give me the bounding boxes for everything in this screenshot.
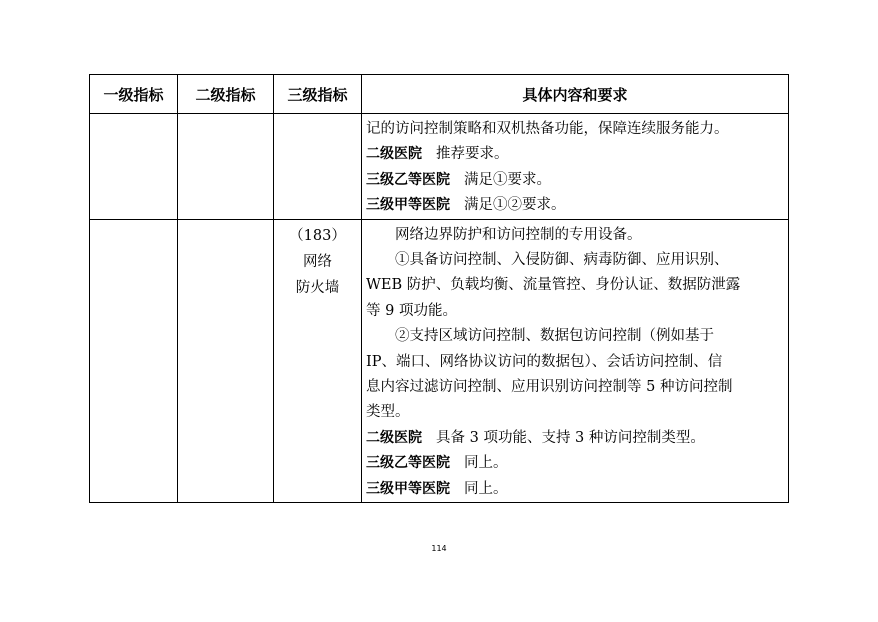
indicator-name-line1: 网络 — [303, 253, 332, 270]
header-level1: 一级指标 — [90, 75, 178, 114]
requirement-text: 推荐要求。 — [436, 146, 509, 163]
content-line: ②支持区域访问控制、数据包访问控制（例如基于 — [395, 328, 714, 345]
page-number: 114 — [431, 544, 447, 553]
content-line: 记的访问控制策略和双机热备功能，保障连续服务能力。 — [366, 121, 729, 137]
requirement-line — [366, 168, 788, 193]
hospital-level-label: 三级甲等医院 — [366, 480, 450, 497]
requirement-text: 具备 3 项功能、支持 3 种访问控制类型。 — [436, 429, 705, 446]
hospital-level-label: 三级乙等医院 — [366, 171, 450, 188]
content-line: 网络边界防护和访问控制的专用设备。 — [395, 226, 642, 243]
requirement-line — [366, 193, 788, 218]
hospital-level-label: 三级乙等医院 — [366, 455, 450, 472]
cell-content — [362, 114, 789, 220]
header-level3: 三级指标 — [274, 75, 362, 114]
content-line: 等 9 项功能。 — [366, 302, 457, 319]
requirement-text: 同上。 — [464, 455, 508, 472]
requirement-text: 满足①②要求。 — [464, 197, 566, 214]
cell-level2 — [178, 114, 274, 220]
cell-level3 — [274, 219, 362, 502]
requirement-line — [366, 426, 788, 451]
header-level2: 二级指标 — [178, 75, 274, 114]
hospital-level-label: 二级医院 — [366, 429, 422, 446]
requirement-line — [366, 142, 788, 167]
content-line: ①具备访问控制、入侵防御、病毒防御、应用识别、 — [395, 252, 729, 269]
content-line: 类型。 — [366, 404, 410, 421]
indicator-number: （183） — [289, 227, 346, 244]
cell-level3 — [274, 114, 362, 220]
table-row — [90, 114, 789, 220]
header-content: 具体内容和要求 — [362, 75, 789, 114]
requirement-line — [366, 477, 788, 502]
content-line: 息内容过滤访问控制、应用识别访问控制等 5 种访问控制 — [366, 379, 733, 396]
cell-level1 — [90, 219, 178, 502]
hospital-level-label: 二级医院 — [366, 146, 422, 163]
indicator-name-line2: 防火墙 — [295, 279, 340, 296]
requirement-text: 满足①要求。 — [464, 171, 551, 188]
content-line: IP、端口、网络协议访问的数据包）、会话访问控制、信 — [366, 353, 723, 370]
header-row — [90, 75, 789, 114]
hospital-level-label: 三级甲等医院 — [366, 197, 450, 214]
cell-level2 — [178, 219, 274, 502]
content-line: WEB 防护、负载均衡、流量管控、身份认证、数据防泄露 — [366, 277, 741, 294]
requirement-line — [366, 451, 788, 476]
requirement-text: 同上。 — [464, 480, 508, 497]
indicator-table — [89, 74, 789, 503]
cell-level1 — [90, 114, 178, 220]
table-row — [90, 219, 789, 502]
cell-content — [362, 219, 789, 502]
